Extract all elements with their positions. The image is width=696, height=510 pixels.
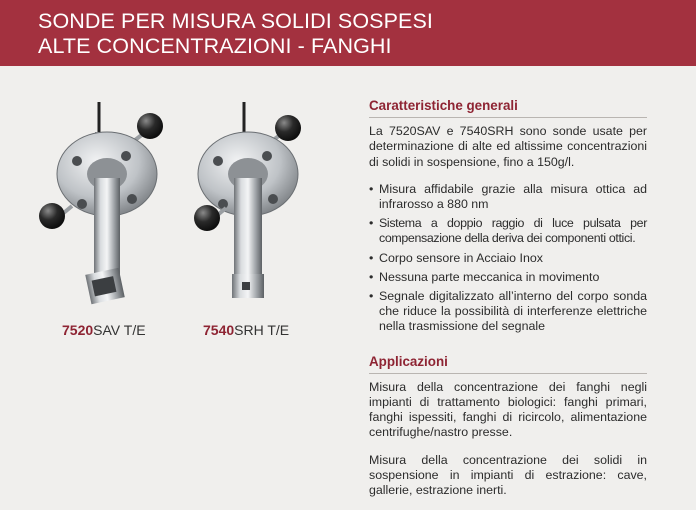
probe-7520-image [39,102,163,304]
applications-heading: Applicazioni [369,354,647,374]
list-item: • Misura affidabile grazie alla misura ottica ad infrarosso a 880 nm [369,182,647,212]
product-suffix: SRH T/E [234,322,290,338]
product-suffix: SAV T/E [93,322,146,338]
features-list [369,182,647,335]
list-item: • Sistema a doppio raggio di luce pulsata per compensazione della deriva dei componenti ottici. [369,216,647,246]
applications-paragraph: Misura della concentrazione dei fanghi negli impianti di trattamento biologici: fanghi primari, fanghi ispessiti, fanghi di ricircolo, alimentazione centrifughe/nastro presse. [369,379,647,440]
probe-7540-image [194,102,301,298]
list-item: • Segnale digitalizzato all’interno del corpo sonda che riduce la possibilità di interferenze elettriche nella trasmissione del segnale [369,289,647,335]
features-heading: Caratteristiche generali [369,98,647,118]
product-caption-7540 [203,322,289,338]
product-caption-7520 [62,322,146,338]
product-code: 7540 [203,322,235,338]
list-item: • Corpo sensore in Acciaio Inox [369,251,647,266]
spec-content [369,98,647,510]
list-item: • Nessuna parte meccanica in movimento [369,270,647,285]
probe-illustrations [0,66,360,366]
title-line-2: ALTE CONCENTRAZIONI - FANGHI [38,34,392,58]
page-title [38,9,433,59]
header-banner [0,0,696,66]
applications-paragraph: Misura della concentrazione dei solidi in sospensione in impianti di estrazione: cave, gallerie, estrazione inerti. [369,452,647,498]
title-line-1: SONDE PER MISURA SOLIDI SOSPESI [38,9,433,33]
features-intro: La 7520SAV e 7540SRH sono sonde usate per determinazione di alte ed altissime concentrazioni di solidi in sospensione, fino a 150g/l. [369,124,647,169]
product-code: 7520 [62,322,94,338]
